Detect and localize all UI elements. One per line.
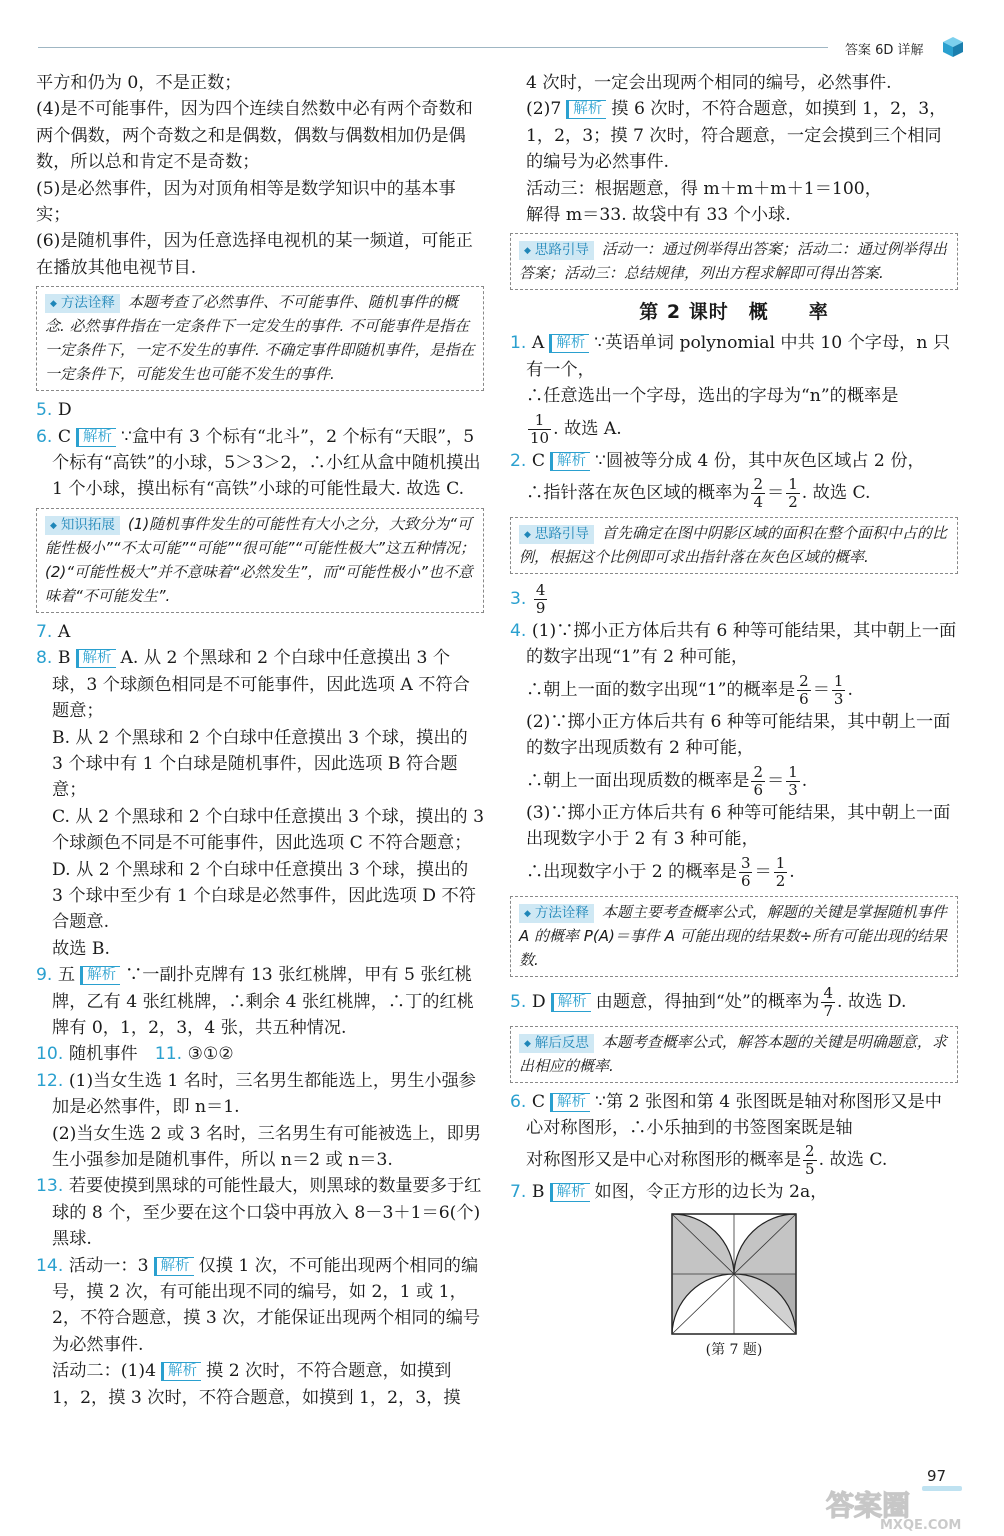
fraction: $\frac{3}{6}$ — [740, 853, 751, 890]
left-para-2: (4)是不可能事件，因为四个连续自然数中必有两个奇数和两个偶数，两个奇数之和是偶数，偶数与偶数相加仍是偶数，所以总和肯定不是奇数； — [36, 99, 473, 173]
q14-cont-4: 解得 m＝33. 故袋中有 33 个小球. — [526, 205, 791, 226]
fraction: $\frac{2}{4}$ — [753, 475, 763, 512]
thinking-guide-box-2 — [510, 517, 958, 574]
r-question-5: 5. D 解析 由题意，得抽到“处”的概率为 $\frac{4}{7}$ . 故选 D. — [510, 983, 907, 1020]
svg-text:MXQE.COM: MXQE.COM — [880, 1518, 962, 1531]
question-10-11: 10. 随机事件 11. ③①② — [36, 1044, 234, 1065]
q8-option-d: D. 从 2 个黑球和 2 个白球中任意摸出 3 个球，摸出的 3 个球中至少有 1 个白球是必然事件，因此选项 D 不符合题意. — [52, 859, 476, 933]
fraction: $\frac{2}{6}$ — [799, 671, 809, 708]
method-note-box-2 — [510, 896, 958, 977]
q8-option-c: C. 从 2 个黑球和 2 个白球中任意摸出 3 个球，摸出的 3 个球颜色不同是不可能事件，因此选项 C 不符合题意； — [52, 806, 485, 854]
left-para-1: 平方和仍为 0，不是正数； — [36, 73, 242, 93]
header-rule — [38, 47, 828, 48]
thinking-guide-box-1 — [510, 233, 958, 290]
fraction: $\frac{2}{5}$ — [805, 1142, 815, 1179]
method-note-label: ◆ 方法诠释 — [519, 904, 594, 923]
figure-7 — [510, 1210, 958, 1360]
thinking-guide-label: ◆ 思路引导 — [519, 241, 594, 260]
r-question-3: 3. $\frac{4}{9}$ — [510, 581, 546, 618]
analysis-tag: 解析 — [551, 993, 591, 1012]
left-para-3: (5)是必然事件，因为对顶角相等是数学知识中的基本事实； — [36, 178, 456, 226]
fraction: $\frac{1}{3}$ — [788, 762, 798, 799]
analysis-tag: 解析 — [154, 1257, 194, 1276]
figure-caption: (第 7 题) — [705, 1341, 763, 1358]
q14-cont-2: (2)7 解析 摸 6 次时，不符合题意，如摸到 1，2，3，1，2，3；摸 7 次时，符合题意，一定会摸到三个相同的编号为必然事件. — [526, 99, 947, 173]
q8-option-b: B. 从 2 个黑球和 2 个白球中任意摸出 3 个球，摸出的 3 个球中有 1 个白球是随机事件，因此选项 B 符合题意； — [52, 727, 468, 801]
reflection-box — [510, 1026, 958, 1083]
fraction: $\frac{2}{6}$ — [753, 762, 763, 799]
header-title: 答案 6D 详解 — [845, 43, 924, 58]
method-note-text: 本题主要考查概率公式，解题的关键是掌握随机事件 A 的概率 P(A)＝事件 A 可能出现的结果数÷所有可能出现的结果数. — [519, 902, 948, 969]
r-question-7: 7. B 解析 如图，令正方形的边长为 2a， (第 7 题) — [510, 1179, 958, 1359]
method-note-box — [36, 286, 484, 391]
question-7: 7. A — [36, 621, 71, 642]
question-6: 6. C 解析 ∵盒中有 3 个标有“北斗”，2 个标有“天眼”，5 个标有“高铁”的小球，5＞3＞2，∴小红从盒中随机摸出 1 个小球，摸出标有“高铁”小球的可能性最大. 故选 C. — [36, 426, 481, 500]
analysis-tag: 解析 — [550, 452, 590, 471]
fraction: $\frac{1}{3}$ — [833, 671, 844, 708]
watermark-logo — [820, 1485, 990, 1531]
r-question-6: 6. C 解析 ∵第 2 张图和第 4 张图既是轴对称图形又是中心对称图形，∴小乐抽到的书签图案既是轴 对称图形又是中心对称图形的概率是 $\frac{2}{5}$ . 故选 C. — [510, 1091, 942, 1179]
fraction: $\frac{1}{2}$ — [775, 853, 786, 890]
thinking-guide-label: ◆ 思路引导 — [519, 525, 594, 544]
right-column — [510, 70, 958, 1360]
cube-icon — [941, 35, 965, 59]
analysis-tag: 解析 — [549, 334, 589, 353]
knowledge-box — [36, 508, 484, 613]
fraction: $\frac{4}{7}$ — [823, 983, 834, 1020]
analysis-tag: 解析 — [550, 1183, 590, 1202]
method-note-label: ◆ 方法诠释 — [45, 294, 120, 313]
knowledge-label: ◆ 知识拓展 — [45, 516, 120, 535]
analysis-tag: 解析 — [550, 1093, 590, 1112]
lesson-title: 第 2 课时 概 率 — [639, 301, 829, 324]
question-13: 13. 若要使摸到黑球的可能性最大，则黑球的数量要多于红球的 8 个，至少要在这个口袋中再放入 8－3＋1＝6(个)黑球. — [36, 1176, 482, 1250]
svg-text:答案圈: 答案圈 — [826, 1489, 911, 1522]
method-note-text: 本题考查了必然事件、不可能事件、随机事件的概念. 必然事件指在一定条件下一定发生的事件. 不可能事件是指在一定条件下，一定不发生的事件. 不确定事件即随机事件，是指在一定条件下，可能发生也可能不发生的事件. — [45, 293, 475, 384]
thinking-guide-text: 活动一：通过例举得出答案；活动二：通过例举得出答案；活动三：总结规律，列出方程求解即可得出答案. — [519, 240, 947, 283]
left-column — [36, 70, 484, 1411]
analysis-tag: 解析 — [80, 966, 120, 985]
fraction: $\frac{1}{2}$ — [788, 475, 798, 512]
reflection-text: 本题考查概率公式，解答本题的关键是明确题意，求出相应的概率. — [519, 1032, 947, 1075]
r-question-4: 4. (1)∵掷小正方体后共有 6 种等可能结果，其中朝上一面的数字出现“1”有 2 种可能， ∴朝上一面的数字出现“1”的概率是 $\frac{2}{6}$ ＝ $\frac{1}{3}$ . (2)∵掷小正方体后共有 6 种等可能结果，其中朝上一面的数字出现质数有 2 种可能， ∴朝上一面出现质数的概率是 $\frac{2}{6}$ ＝ $\frac{1}{3}$ . (3)∵掷小正方体后共有 6 种等可能结果，其中朝上一面出现数字小于 2 有 3 种可能， ∴出现数字小于 2 的概率是 $\frac{3}{6}$ ＝ $\frac{1}{2}$ . — [510, 621, 957, 890]
analysis-tag: 解析 — [161, 1362, 201, 1381]
r-question-1: 1. A 解析 ∵英语单词 polynomial 中共 10 个字母，n 只有一个， ∴任意选出一个字母，选出的字母为“n”的概率是 $\frac{1}{10}$ . 故选 A. — [510, 333, 951, 447]
q14-cont-3: 活动三：根据题意，得 m＋m＋m＋1＝100， — [526, 178, 882, 199]
question-5: 5. D — [36, 400, 72, 421]
r-question-2: 2. C 解析 ∵圆被等分成 4 份，其中灰色区域占 2 份， ∴指针落在灰色区域的概率为 $\frac{2}{4}$ ＝ $\frac{1}{2}$ . 故选 C. — [510, 450, 925, 512]
q8-conclusion: 故选 B. — [52, 938, 110, 959]
square-quarter-circles-figure — [664, 1210, 804, 1340]
reflection-label: ◆ 解后反思 — [519, 1034, 594, 1053]
fraction: $\frac{4}{9}$ — [535, 581, 546, 618]
question-12: 12. (1)当女生选 1 名时，三名男生都能选上，男生小强参加是必然事件，即 n＝1. (2)当女生选 2 或 3 名时，三名男生有可能被选上，即男生小强参加是随机事件，所以 n＝2 或 n＝3. — [36, 1070, 482, 1170]
page-number: 97 — [927, 1467, 947, 1485]
q14-cont-1: 4 次时，一定会出现两个相同的编号，必然事件. — [526, 73, 892, 93]
left-para-4: (6)是随机事件，因为任意选择电视机的某一频道，可能正在播放其他电视节目. — [36, 231, 473, 278]
question-14: 14. 活动一：3 解析 仅摸 1 次，不可能出现两个相同的编号，摸 2 次，有可能出现不同的编号，如 2，1 或 1，2，不符合题意，摸 3 次，才能保证出现两个相同的编号为必然事件. 活动二：(1)4 解析 摸 2 次时，不符合题意，如摸到 1，2，摸 3 次时，不符合题意，如摸到 1，2，3，摸 — [36, 1255, 481, 1408]
thinking-guide-text: 首先确定在图中阴影区域的面积在整个面积中占的比例，根据这个比例即可求出指针落在灰色区域的概率. — [519, 524, 947, 567]
question-9: 9. 五 解析 ∵一副扑克牌有 13 张红桃牌，甲有 5 张红桃牌，乙有 4 张红桃牌，∴剩余 4 张红桃牌，∴丁的红桃牌有 0，1，2，3，4 张，共五种情况. — [36, 965, 474, 1038]
fraction: $\frac{1}{10}$ — [530, 410, 550, 447]
analysis-tag: 解析 — [76, 649, 116, 668]
analysis-tag: 解析 — [566, 100, 606, 119]
question-8: 8. B 解析 A. 从 2 个黑球和 2 个白球中任意摸出 3 个球，3 个球颜色相同是不可能事件，因此选项 A 不符合题意； B. 从 2 个黑球和 2 个白球中任意摸出 3 个球，摸出的 3 个球中有 1 个白球是随机事件，因此选项 B 符合题意； C. 从 2 个黑球和 2 个白球中任意摸出 3 个球，摸出的 3 个球颜色不同是不可能事件，因此选项 C 不符合题意； D. 从 2 个黑球和 2 个白球中任意摸出 3 个球，摸出的 3 个球中至少有 1 个白球是必然事件，因此选项 D 不符合题意. 故选 B. — [36, 645, 484, 962]
analysis-tag: 解析 — [76, 428, 116, 447]
knowledge-text: (1)随机事件发生的可能性有大小之分，大致分为“可能性极小”“不太可能”“可能”“很可能”“可能性极大”这五种情况；(2)“可能性极大”并不意味着“必然发生”，而“可能性极小”也不意味着“不可能发生”. — [45, 514, 475, 605]
